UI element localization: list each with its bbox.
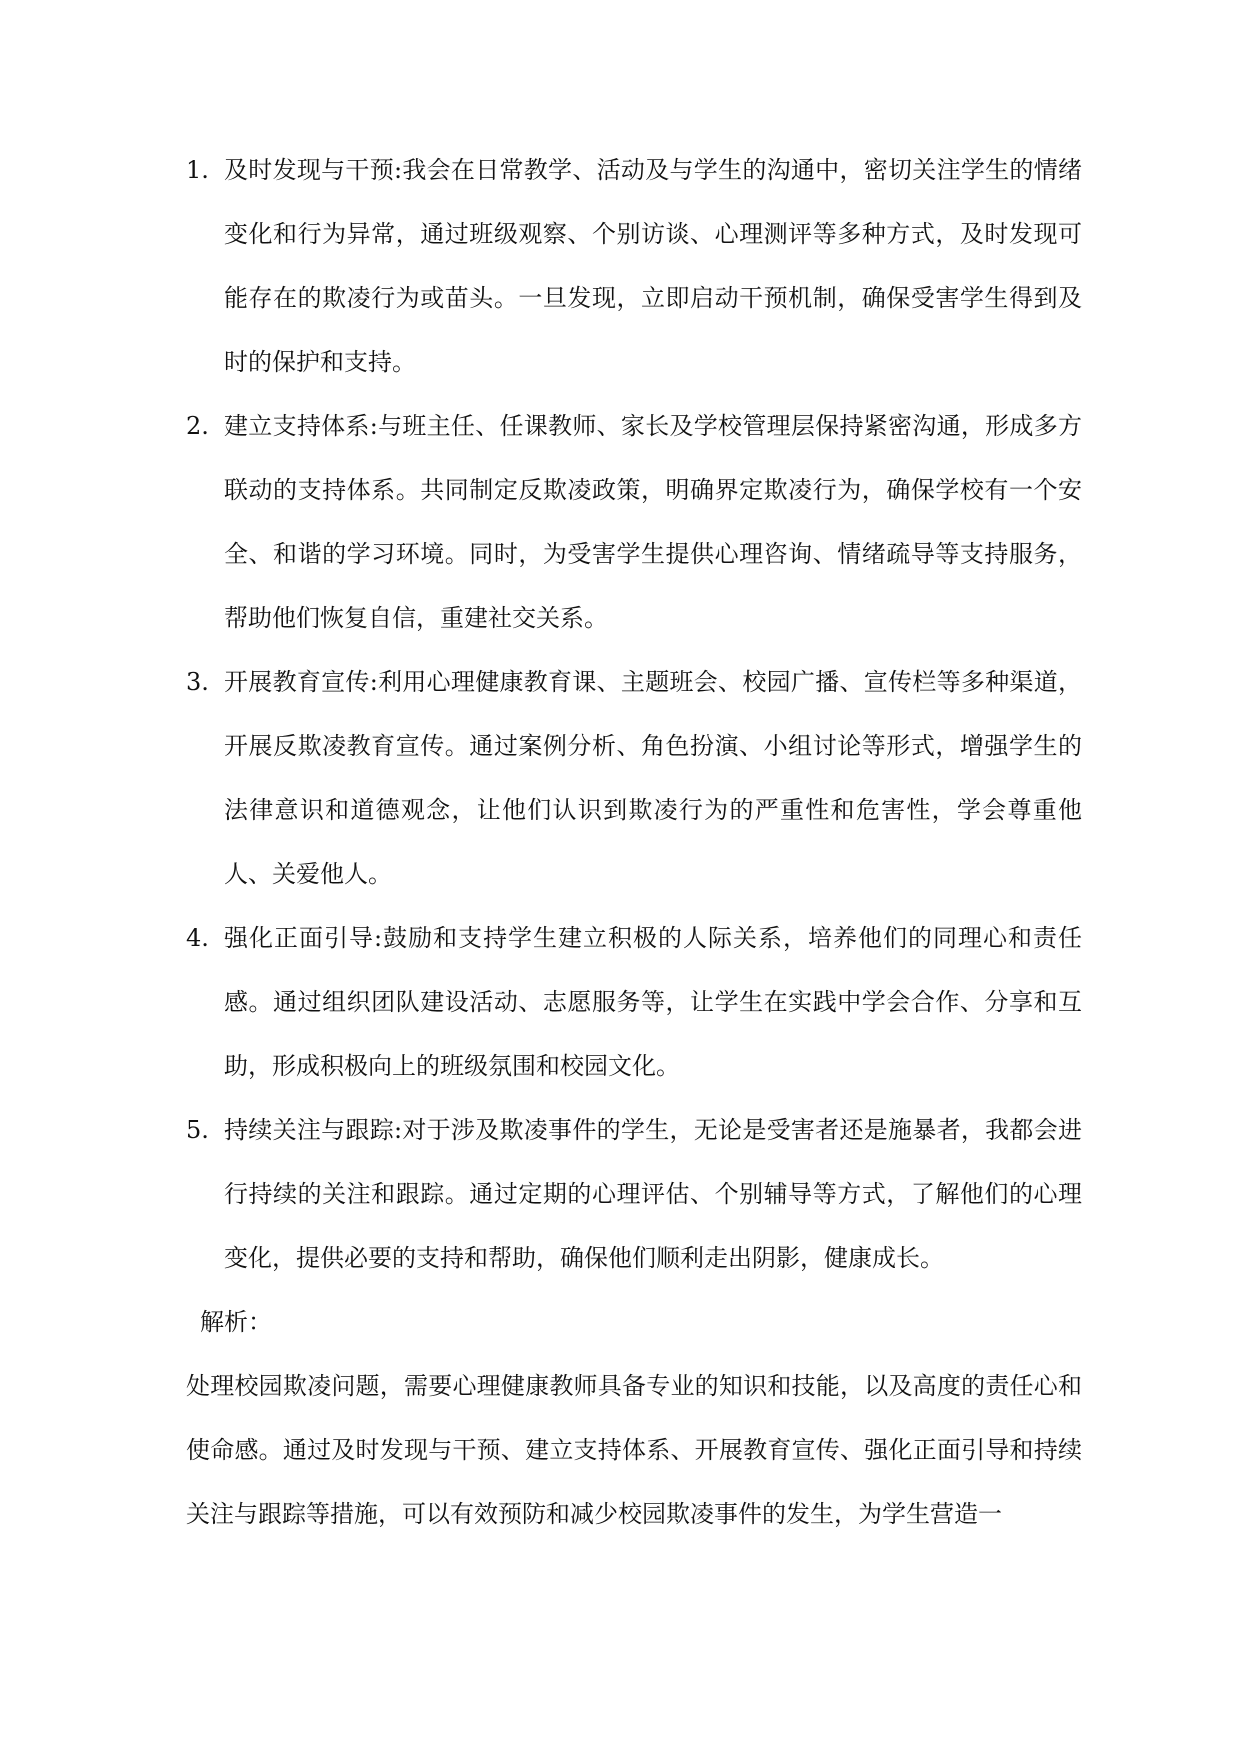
item-text: 鼓励和支持学生建立积极的人际关系，培养他们的同理心和责任感。通过组织团队建设活动、志愿服务等，让学生在实践中学会合作、分享和互助，形成积极向上的班级氛围和校园文化。 — [224, 924, 1082, 1080]
item-title: 开展教育宣传: — [224, 668, 378, 696]
list-item — [186, 394, 1082, 650]
item-number: 1. — [186, 156, 209, 184]
document-body — [186, 138, 1082, 1546]
item-title: 持续关注与跟踪: — [224, 1116, 403, 1144]
item-text: 对于涉及欺凌事件的学生，无论是受害者还是施暴者，我都会进行持续的关注和跟踪。通过定期的心理评估、个别辅导等方式，了解他们的心理变化，提供必要的支持和帮助，确保他们顺利走出阴影，健康成长。 — [224, 1116, 1083, 1272]
item-number: 2. — [186, 412, 209, 440]
list-item — [186, 1098, 1082, 1290]
item-title: 强化正面引导: — [224, 924, 383, 952]
item-number: 3. — [186, 668, 209, 696]
item-number: 5. — [186, 1116, 209, 1144]
analysis-label: 解析： — [200, 1308, 272, 1336]
item-text: 利用心理健康教育课、主题班会、校园广播、宣传栏等多种渠道，开展反欺凌教育宣传。通过案例分析、角色扮演、小组讨论等形式，增强学生的法律意识和道德观念，让他们认识到欺凌行为的严重性和危害性，学会尊重他人、关爱他人。 — [224, 668, 1083, 888]
list-item — [186, 650, 1082, 906]
measures-list — [186, 138, 1082, 1290]
item-title: 及时发现与干预: — [224, 156, 403, 184]
item-number: 4. — [186, 924, 209, 952]
item-text: 我会在日常教学、活动及与学生的沟通中，密切关注学生的情绪变化和行为异常，通过班级观察、个别访谈、心理测评等多种方式，及时发现可能存在的欺凌行为或苗头。一旦发现，立即启动干预机制，确保受害学生得到及时的保护和支持。 — [224, 156, 1083, 376]
list-item — [186, 138, 1082, 394]
analysis-paragraph: 处理校园欺凌问题，需要心理健康教师具备专业的知识和技能，以及高度的责任心和使命感。通过及时发现与干预、建立支持体系、开展教育宣传、强化正面引导和持续关注与跟踪等措施，可以有效预防和减少校园欺凌事件的发生，为学生营造一 — [186, 1372, 1082, 1528]
item-title: 建立支持体系: — [224, 412, 378, 440]
item-text: 与班主任、任课教师、家长及学校管理层保持紧密沟通，形成多方联动的支持体系。共同制定反欺凌政策，明确界定欺凌行为，确保学校有一个安全、和谐的学习环境。同时，为受害学生提供心理咨询、情绪疏导等支持服务，帮助他们恢复自信，重建社交关系。 — [224, 412, 1083, 632]
list-item — [186, 906, 1082, 1098]
